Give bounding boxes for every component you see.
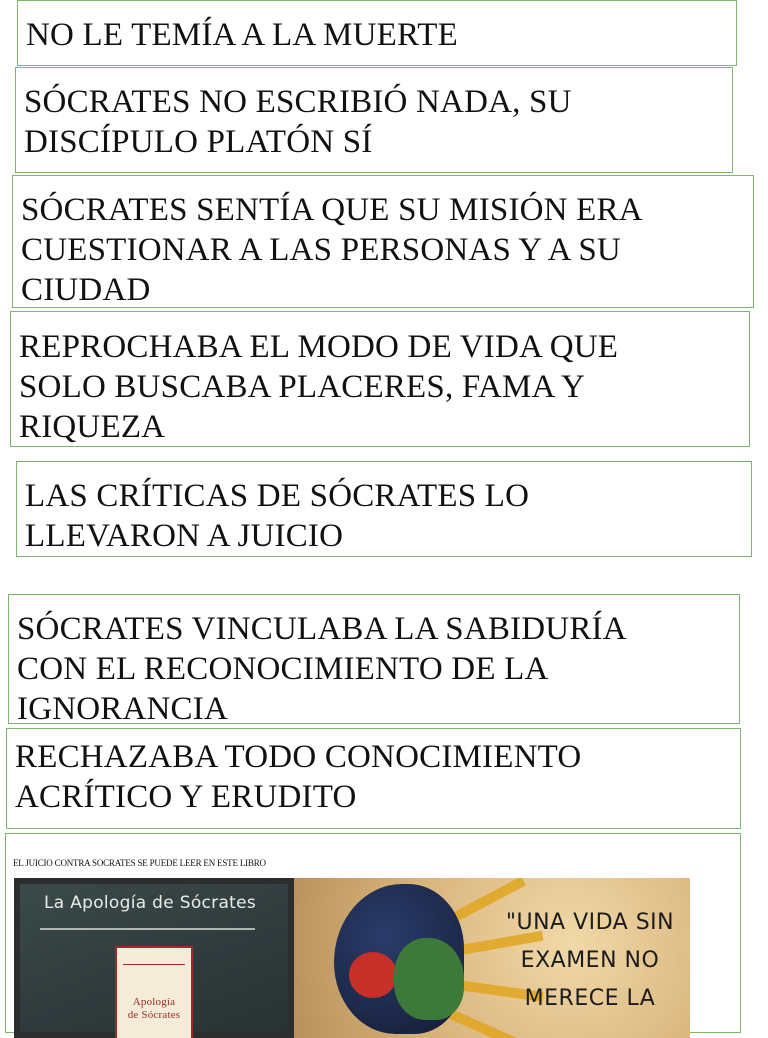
statement-line: SÓCRATES VINCULABA LA SABIDURÍA bbox=[17, 611, 627, 647]
quote-line: EXAMEN NO bbox=[520, 948, 660, 973]
statement-line: SOLO BUSCABA PLACERES, FAMA Y bbox=[19, 369, 586, 405]
book-cover-title bbox=[117, 996, 191, 1022]
statement-card-3 bbox=[12, 175, 754, 308]
statement-line: SÓCRATES NO ESCRIBIÓ NADA, SU bbox=[24, 84, 572, 120]
statement-line: RECHAZABA TODO CONOCIMIENTO bbox=[15, 739, 582, 775]
statement-card-2 bbox=[15, 67, 733, 173]
book-cover-header bbox=[123, 954, 185, 965]
chalkboard bbox=[14, 878, 294, 1038]
apologia-image bbox=[14, 878, 690, 1038]
statement-line: LAS CRÍTICAS DE SÓCRATES LO bbox=[25, 478, 530, 514]
statement-card-6 bbox=[8, 594, 740, 727]
chalkboard-title: La Apología de Sócrates bbox=[44, 893, 257, 913]
statement-card-5 bbox=[16, 461, 752, 557]
face-green-shape bbox=[394, 938, 464, 1020]
statement-line: ACRÍTICO Y ERUDITO bbox=[15, 779, 357, 815]
statement-line: SÓCRATES SENTÍA QUE SU MISIÓN ERA bbox=[21, 192, 643, 228]
quote-line: MERECE LA bbox=[524, 986, 656, 1011]
socrates-poster bbox=[294, 878, 690, 1038]
statement-line: LLEVARON A JUICIO bbox=[25, 518, 344, 554]
image-caption: EL JUICIO CONTRA SOCRATES SE PUEDE LEER EN ESTE LIBRO bbox=[13, 858, 266, 868]
image-card bbox=[5, 833, 741, 1033]
statement-line: REPROCHABA EL MODO DE VIDA QUE bbox=[19, 329, 619, 365]
statement-line: RIQUEZA bbox=[19, 409, 166, 445]
face-red-shape bbox=[349, 952, 397, 998]
statement-line: DISCÍPULO PLATÓN SÍ bbox=[24, 124, 373, 160]
statement-card-7 bbox=[6, 728, 741, 829]
statement-line: IGNORANCIA bbox=[17, 691, 228, 727]
statement-card-4 bbox=[10, 311, 750, 447]
chalk-underline bbox=[40, 928, 255, 930]
statement-card-1 bbox=[17, 0, 737, 66]
poster-quote bbox=[500, 904, 680, 1018]
statement-line: CIUDAD bbox=[21, 272, 151, 308]
quote-line: "UNA VIDA SIN bbox=[505, 910, 675, 935]
book-title-line-1: Apología bbox=[132, 996, 176, 1008]
book-title-line-2: de Sócrates bbox=[127, 1009, 181, 1021]
statement-line: CUESTIONAR A LAS PERSONAS Y A SU bbox=[21, 232, 621, 268]
statement-line: NO LE TEMÍA A LA MUERTE bbox=[26, 17, 458, 53]
statement-line: CON EL RECONOCIMIENTO DE LA bbox=[17, 651, 549, 687]
book-cover bbox=[115, 946, 193, 1038]
